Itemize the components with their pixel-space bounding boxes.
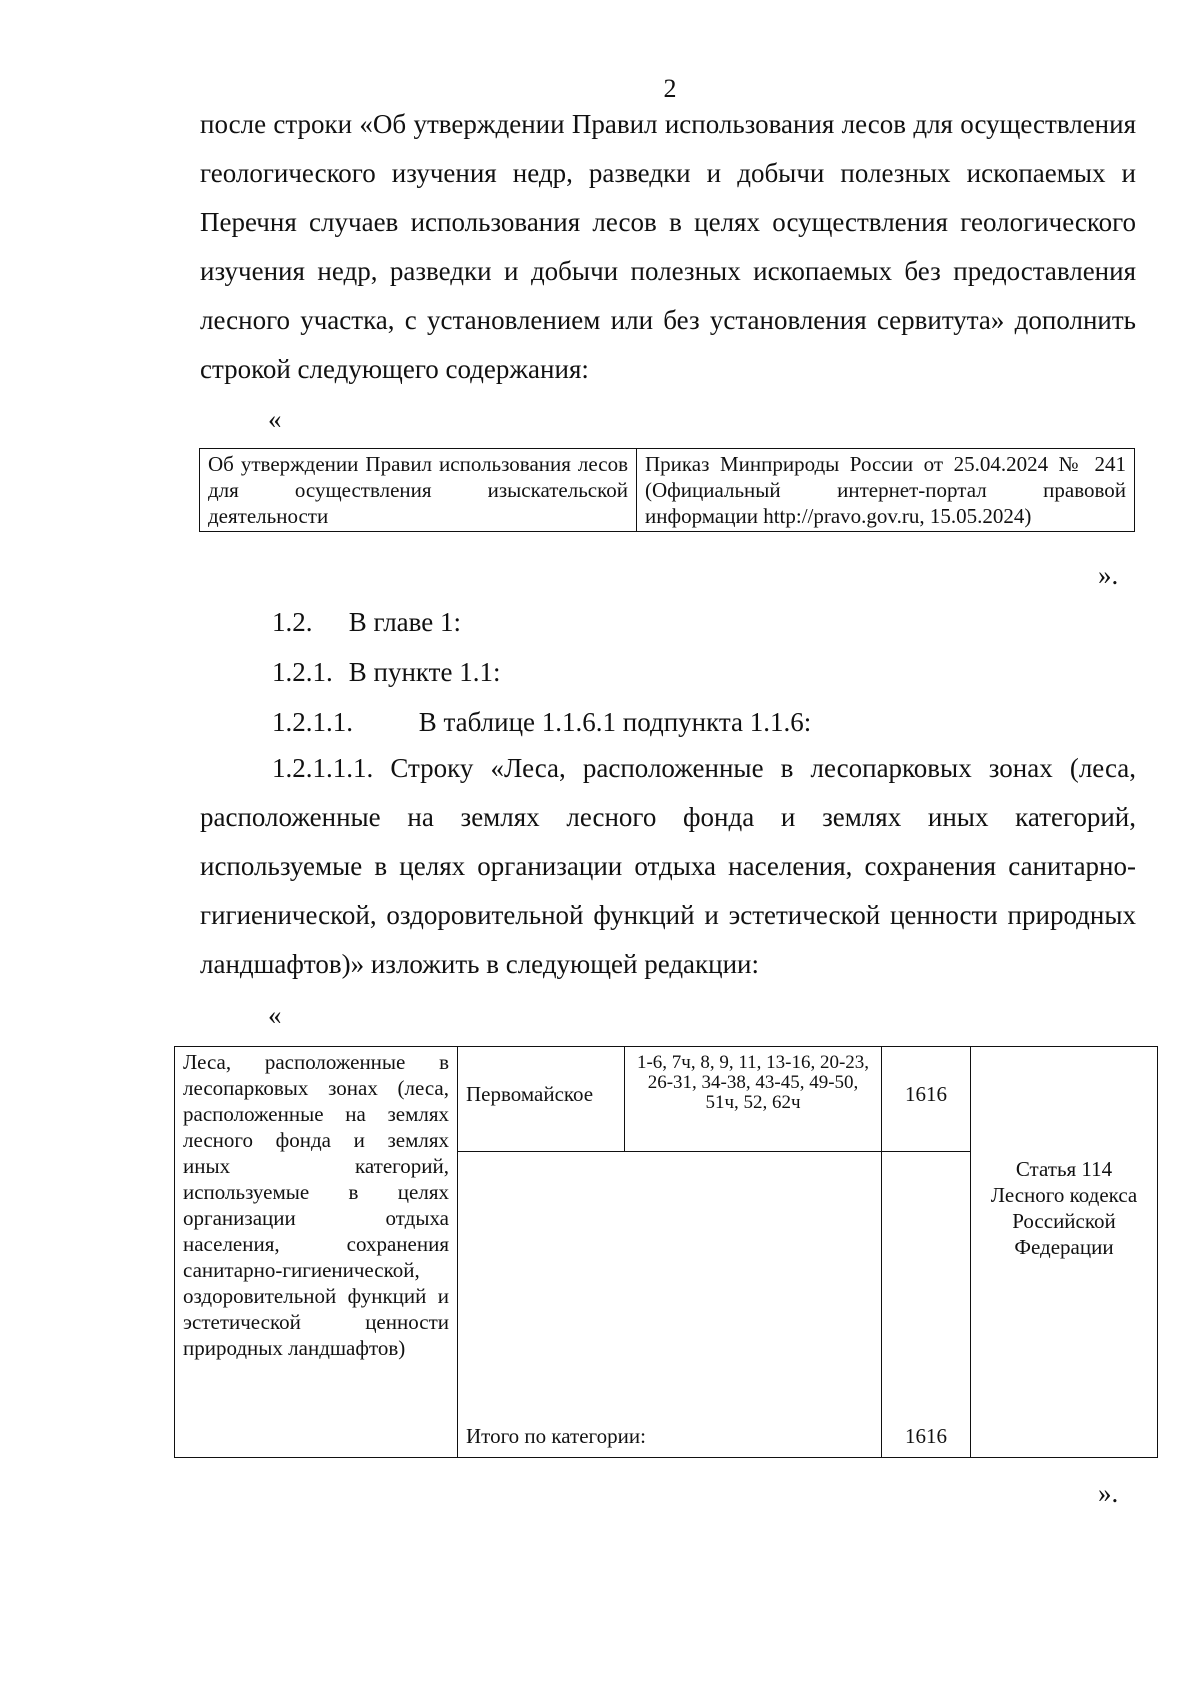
close-quote-2: ». — [1098, 1478, 1119, 1508]
item-1-2-1 — [272, 652, 500, 692]
insert-table-1 — [199, 448, 1135, 532]
table-row — [200, 449, 1135, 532]
item-text: В главе 1: — [348, 607, 461, 637]
table1-source-cell: Приказ Минприроды России от 25.04.2024 № 241 (Официальный интернет-портал правовой информации http://pravo.gov.ru, 15.05.2024) — [637, 449, 1135, 532]
table1-title-cell: Об утверждении Правил использования лесов для осуществления изыскательской деятельности — [200, 449, 637, 532]
item-1-2-1-1 — [272, 702, 811, 742]
open-quote-1: « — [268, 404, 282, 434]
close-quote-1: ». — [1098, 560, 1119, 590]
item-1-2-1-1-1: 1.2.1.1.1. Строку «Леса, расположенные в лесопарковых зонах (леса, расположенные на землях лесного фонда и землях иных категорий, используемые в целях организации отдыха населения, сохранения санитарно-гигиенической, оздоровительной функций и эстетической ценности природных ландшафтов)» изложить в следующей редакции: — [200, 753, 1136, 979]
item-text: В таблице 1.1.6.1 подпункта 1.1.6: — [418, 707, 812, 737]
item-number: 1.2. — [272, 607, 313, 637]
item-number: 1.2.1. — [272, 657, 333, 687]
table2-area-cell: 1616 — [882, 1047, 971, 1152]
page-number: 2 — [663, 74, 677, 103]
item-number: 1.2.1.1. — [272, 707, 353, 737]
item-text: В пункте 1.1: — [348, 657, 501, 687]
table2-category-cell: Леса, расположенные в лесопарковых зонах (леса, расположенные на землях лесного фонда и землях иных категорий, используемые в целях организации отдыха населения, сохранения санитарно-гигиенической, оздоровительной функций и эстетической ценности природных ландшафтов) — [175, 1047, 458, 1458]
insert-table-2 — [174, 1046, 1158, 1458]
table2-forestry-cell: Первомайское — [458, 1047, 625, 1152]
table2-quarters-cell: 1-6, 7ч, 8, 9, 11, 13-16, 20-23, 26-31, 34-38, 43-45, 49-50, 51ч, 52, 62ч — [625, 1047, 882, 1152]
intro-paragraph: после строки «Об утверждении Правил использования лесов для осуществления геологического изучения недр, разведки и добычи полезных ископаемых и Перечня случаев использования лесов в целях осуществления геологического изучения недр, разведки и добычи полезных ископаемых без предоставления лесного участка, с установлением или без установления сервитута» дополнить строкой следующего содержания: — [200, 109, 1136, 384]
item-1-2 — [272, 602, 461, 642]
table-row — [175, 1047, 1158, 1152]
open-quote-2: « — [268, 1000, 282, 1030]
table2-total-label-cell: Итого по категории: — [458, 1152, 882, 1458]
table2-total-area-cell: 1616 — [882, 1152, 971, 1458]
table2-legal-basis-cell: Статья 114 Лесного кодекса Российской Федерации — [971, 1047, 1158, 1458]
